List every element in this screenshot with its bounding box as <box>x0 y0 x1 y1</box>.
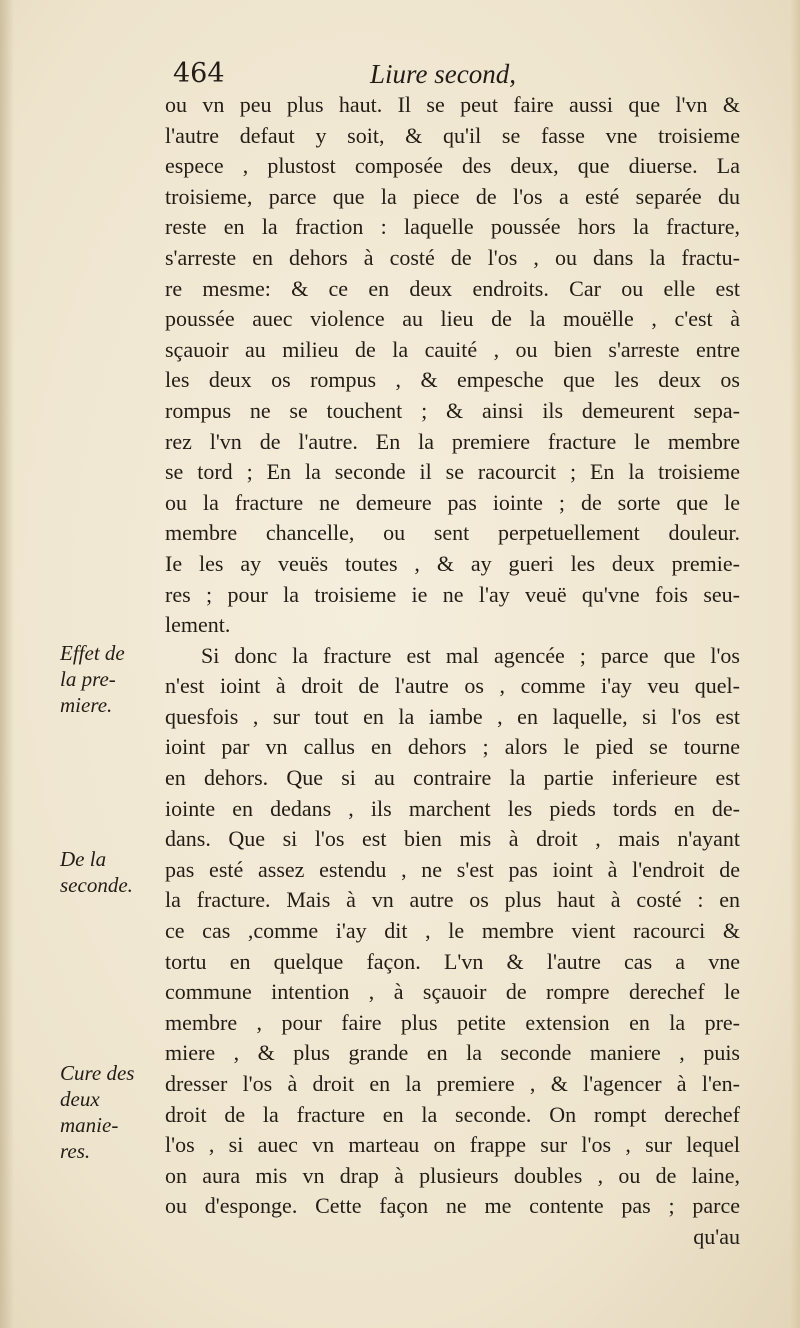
text-line: espece , plustost composée des deux, que diuerse. La <box>165 153 740 179</box>
text-line: reste en la fraction : laquelle poussée hors la fracture, <box>165 214 740 240</box>
margin-note-seconde <box>60 846 160 898</box>
text-line: tortu en quelque façon. L'vn & l'autre cas a vne <box>165 948 740 974</box>
text-line: rez l'vn de l'autre. En la premiere fracture le membre <box>165 428 740 454</box>
text-line: droit de la fracture en la seconde. On rompt derechef <box>165 1101 740 1127</box>
margin-note-line: manie- <box>60 1113 119 1137</box>
text-line: miere , & plus grande en la seconde maniere , puis <box>165 1040 740 1066</box>
margin-note-line: miere. <box>60 693 113 717</box>
text-line: s'arreste en dehors à costé de l'os , ou dans la fractu- <box>165 244 740 270</box>
text-line: Ie les ay veuës toutes , & ay gueri les deux premie- <box>165 550 740 576</box>
margin-note-line: Cure des <box>60 1061 135 1085</box>
page-number: 464 <box>173 58 225 89</box>
running-head: Liure second, <box>370 59 516 89</box>
text-line: troisieme, parce que la piece de l'os a esté separée du <box>165 183 740 209</box>
page-edge-shadow <box>790 0 800 1328</box>
margin-note-line: Effet de <box>60 641 125 665</box>
text-line: se tord ; En la seconde il se racourcit ; En la troisieme <box>165 459 740 485</box>
margin-note-line: la pre- <box>60 667 116 691</box>
body-text <box>165 90 740 1253</box>
text-line: iointe en dedans , ils marchent les pieds tords en de- <box>165 795 740 821</box>
text-line: ou vn peu plus haut. Il se peut faire aussi que l'vn & <box>165 92 740 117</box>
text-line: les deux os rompus , & empesche que les deux os <box>165 367 740 393</box>
text-line: quesfois , sur tout en la iambe , en laquelle, si l'os est <box>165 703 740 729</box>
text-line: rompus ne se touchent ; & ainsi ils demeurent sepa- <box>165 397 740 423</box>
page-header <box>165 56 745 92</box>
text-line: lement. <box>165 612 231 638</box>
margin-note-effet <box>60 640 160 718</box>
text-line: en dehors. Que si au contraire la partie inferieure est <box>165 765 740 791</box>
text-line: re mesme: & ce en deux endroits. Car ou elle est <box>165 275 740 301</box>
margin-note-line: seconde. <box>60 873 133 897</box>
text-line: dresser l'os à droit en la premiere , & l'agencer à l'en- <box>165 1071 740 1096</box>
text-line: ou d'esponge. Cette façon ne me contente pas ; parce <box>165 1193 740 1219</box>
text-line: res ; pour la troisieme ie ne l'ay veuë qu'vne fois seu- <box>165 581 740 607</box>
text-line: commune intention , à sçauoir de rompre derechef le <box>165 979 740 1005</box>
text-line: n'est ioint à droit de l'autre os , comme i'ay veu quel- <box>165 673 740 699</box>
text-line: la fracture. Mais à vn autre os plus haut à costé : en <box>165 887 740 913</box>
text-line: ou la fracture ne demeure pas iointe ; de sorte que le <box>165 489 740 515</box>
text-line: on aura mis vn drap à plusieurs doubles , ou de laine, <box>165 1162 740 1188</box>
margin-note-cure <box>60 1060 160 1164</box>
text-line: sçauoir au milieu de la cauité , ou bien s'arreste entre <box>165 336 740 362</box>
margin-note-line: deux <box>60 1087 100 1111</box>
text-line: Si donc la fracture est mal agencée ; parce que l'os <box>201 642 740 668</box>
text-line: l'autre defaut y soit, & qu'il se fasse vne troisieme <box>165 122 740 148</box>
text-line: membre chancelle, ou sent perpetuellement douleur. <box>165 520 740 546</box>
margin-note-line: De la <box>60 847 107 871</box>
page-gutter-shadow <box>0 0 14 1328</box>
text-line: ce cas ,comme i'ay dit , le membre vient racourci & <box>165 918 740 944</box>
text-line: ioint par vn callus en dehors ; alors le pied se tourne <box>165 734 740 760</box>
margin-note-line: res. <box>60 1139 91 1163</box>
catchword: qu'au <box>693 1223 740 1249</box>
text-line: dans. Que si l'os est bien mis à droit , mais n'ayant <box>165 826 740 852</box>
text-line: membre , pour faire plus petite extension en la pre- <box>165 1009 740 1035</box>
text-line: poussée auec violence au lieu de la mouëlle , c'est à <box>165 306 740 332</box>
text-line: l'os , si auec vn marteau on frappe sur l'os , sur lequel <box>165 1132 740 1158</box>
text-line: pas esté assez estendu , ne s'est pas ioint à l'endroit de <box>165 856 740 882</box>
